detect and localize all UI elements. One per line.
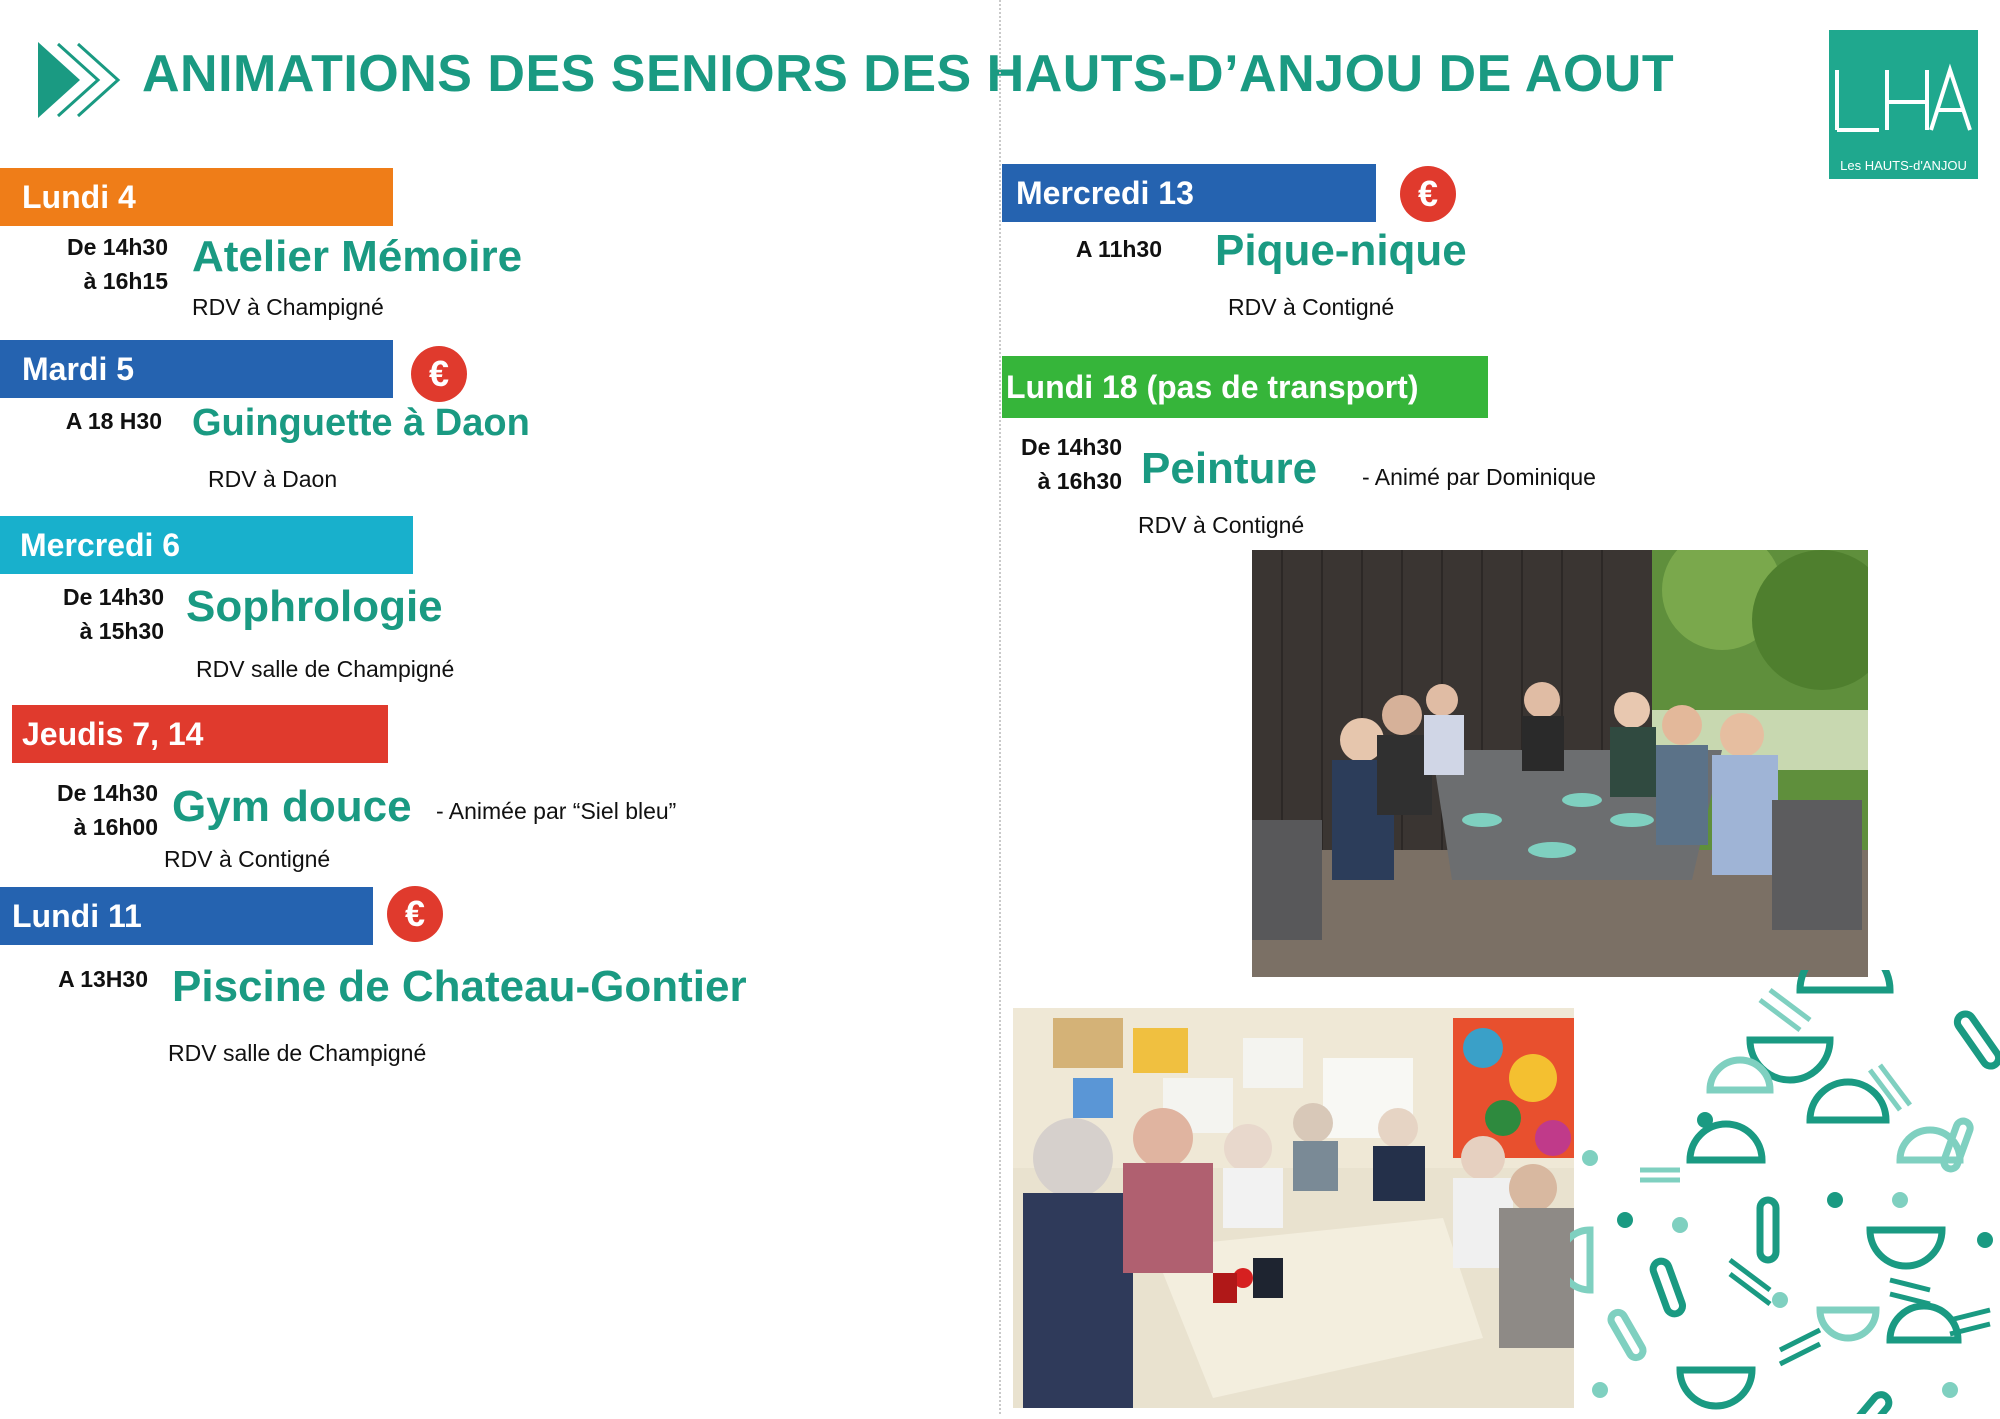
day-label-mercredi-6: Mercredi 6 bbox=[0, 516, 413, 574]
painting-photo bbox=[1013, 1008, 1574, 1408]
day-label-lundi-18: Lundi 18 (pas de transport) bbox=[1002, 356, 1488, 418]
event-time: A 18 H30 bbox=[65, 408, 162, 434]
picnic-photo bbox=[1252, 550, 1868, 977]
event-time: De 14h30 à 15h30 bbox=[62, 584, 164, 644]
euro-icon: € bbox=[1400, 166, 1456, 222]
header-arrows-icon bbox=[36, 40, 128, 125]
event-time: A 13H30 bbox=[58, 966, 148, 992]
rdv-location: RDV à Contigné bbox=[1228, 294, 1395, 320]
activity-pique-nique: Pique-nique bbox=[1215, 226, 1467, 275]
logo-text: Les HAUTS-d'ANJOU bbox=[1840, 158, 1967, 173]
event-time: De 14h30 à 16h30 bbox=[1020, 434, 1122, 494]
rdv-location: RDV à Contigné bbox=[1138, 512, 1305, 538]
rdv-location: RDV salle de Champigné bbox=[196, 656, 455, 682]
rdv-location: RDV salle de Champigné bbox=[168, 1040, 427, 1066]
activity-peinture: Peinture bbox=[1141, 444, 1318, 493]
activity-guinguette: Guinguette à Daon bbox=[192, 402, 530, 444]
day-label-jeudis: Jeudis 7, 14 bbox=[12, 705, 388, 763]
day-label-lundi-4: Lundi 4 bbox=[0, 168, 393, 226]
rdv-location: RDV à Contigné bbox=[164, 846, 331, 872]
rdv-location: RDV à Champigné bbox=[192, 294, 384, 320]
day-label-mardi-5: Mardi 5 bbox=[0, 340, 393, 398]
euro-icon: € bbox=[411, 346, 467, 402]
rdv-location: RDV à Daon bbox=[208, 466, 338, 492]
activity-sophrologie: Sophrologie bbox=[186, 582, 443, 631]
hauts-anjou-logo bbox=[1829, 30, 1978, 179]
event-time: De 14h30 à 16h00 bbox=[56, 780, 158, 840]
activity-atelier-memoire: Atelier Mémoire bbox=[192, 232, 523, 281]
day-label-mercredi-13: Mercredi 13 bbox=[1002, 164, 1376, 222]
event-note: - Animée par “Siel bleu” bbox=[436, 798, 677, 824]
event-time: A 11h30 bbox=[1075, 236, 1162, 262]
event-time: De 14h30 à 16h15 bbox=[66, 234, 168, 294]
event-note: - Animé par Dominique bbox=[1362, 464, 1596, 490]
page-title: ANIMATIONS DES SENIORS DES HAUTS-D’ANJOU DE AOUT bbox=[142, 45, 1675, 103]
decorative-pattern bbox=[1570, 970, 2000, 1414]
day-label-lundi-11: Lundi 11 bbox=[0, 887, 373, 945]
activity-gym-douce: Gym douce bbox=[172, 782, 412, 831]
activity-piscine: Piscine de Chateau-Gontier bbox=[172, 962, 747, 1011]
euro-icon: € bbox=[387, 886, 443, 942]
page-divider bbox=[999, 0, 1001, 1414]
